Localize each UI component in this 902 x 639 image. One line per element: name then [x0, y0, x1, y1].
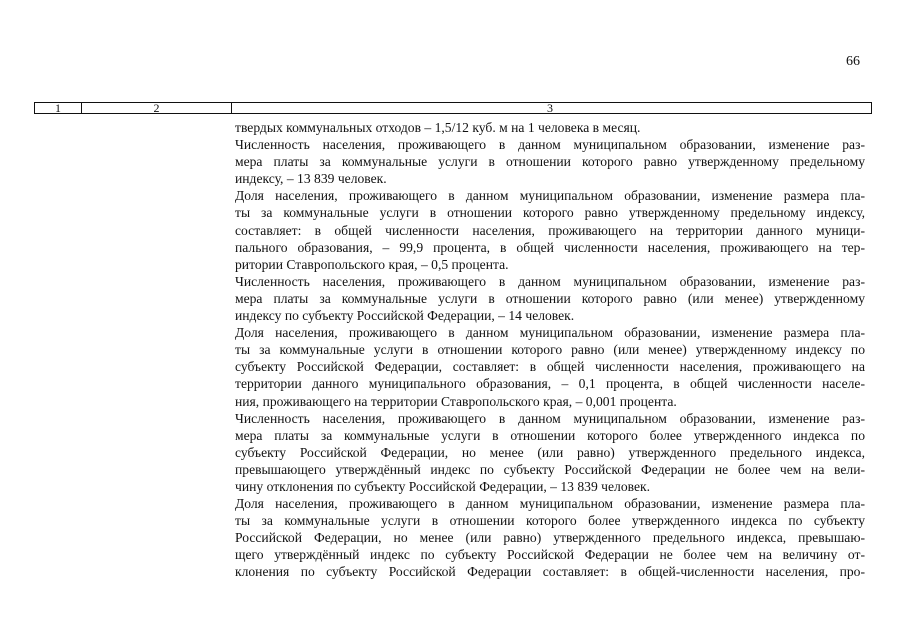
text-line: Российской Федерации, но менее (или равно) утвержденного предельного индекса, превышаю- — [235, 530, 865, 546]
text-line: щего утверждённый индекс по субъекту Российской Федерации не более чем на величину от- — [235, 547, 865, 563]
text-line: превышающего утверждённый индекс по субъекту Российской Федерации не более чем на вели- — [235, 461, 865, 477]
document-body-text — [235, 119, 865, 581]
text-line: мера платы за коммунальные услуги в отношении которого более утвержденного индекса по — [235, 427, 865, 443]
text-line: ты за коммунальные услуги в отношении которого более утвержденного индекса по субъекту — [235, 513, 865, 529]
text-line: ритории Ставропольского края, – 0,5 процента. — [235, 256, 509, 272]
text-line: индексу по субъекту Российской Федерации, – 14 человек. — [235, 308, 575, 324]
text-line: Доля населения, проживающего в данном муниципальном образовании, изменение размера пла- — [235, 325, 865, 341]
column-number-2: 2 — [82, 103, 232, 113]
text-line: пального образования, – 99,9 процента, в общей численности населения, проживающего на тер- — [235, 239, 865, 255]
text-line: составляет: в общей численности населения, проживающего на территории данного муници- — [235, 222, 865, 238]
text-line: субъекту Российской Федерации, но менее (или равно) утвержденного предельного индекса, — [235, 444, 865, 460]
text-line: ния, проживающего на территории Ставропольского края, – 0,001 процента. — [235, 393, 677, 409]
text-line: мера платы за коммунальные услуги в отношении которого равно (или менее) утвержденному — [235, 290, 865, 306]
text-line: твердых коммунальных отходов – 1,5/12 куб. м на 1 человека в месяц. — [235, 120, 641, 135]
text-line: ты за коммунальные услуги в отношении которого равно (или менее) утвержденному индексу по — [235, 342, 865, 358]
text-line: Доля населения, проживающего в данном муниципальном образовании, изменение размера пла- — [235, 188, 865, 204]
text-line: субъекту Российской Федерации, составляет: в общей численности населения, проживающего на — [235, 359, 865, 375]
text-line: Доля населения, проживающего в данном муниципальном образовании, изменение размера пла- — [235, 496, 865, 512]
text-line: ты за коммунальные услуги в отношении которого равно утвержденному предельному индексу, — [235, 205, 865, 221]
text-line: Численность населения, проживающего в данном муниципальном образовании, изменение раз- — [235, 410, 865, 426]
column-number-header — [34, 102, 872, 114]
text-line: Численность населения, проживающего в данном муниципальном образовании, изменение раз- — [235, 273, 865, 289]
page-number: 66 — [846, 54, 860, 69]
column-number-3: 3 — [547, 101, 553, 115]
column-number-1: 1 — [35, 103, 82, 113]
text-line: мера платы за коммунальные услуги в отношении которого равно утвержденному предельному — [235, 154, 865, 170]
text-line: индексу, – 13 839 человек. — [235, 171, 387, 187]
text-line: Численность населения, проживающего в данном муниципальном образовании, изменение раз- — [235, 137, 865, 153]
text-line: клонения по субъекту Российской Федерации составляет: в общей-численности населения, про- — [235, 564, 865, 580]
text-line: чину отклонения по субъекту Российской Федерации, – 13 839 человек. — [235, 478, 650, 494]
text-line: территории данного муниципального образования, – 0,1 процента, в общей численности населе- — [235, 376, 865, 392]
